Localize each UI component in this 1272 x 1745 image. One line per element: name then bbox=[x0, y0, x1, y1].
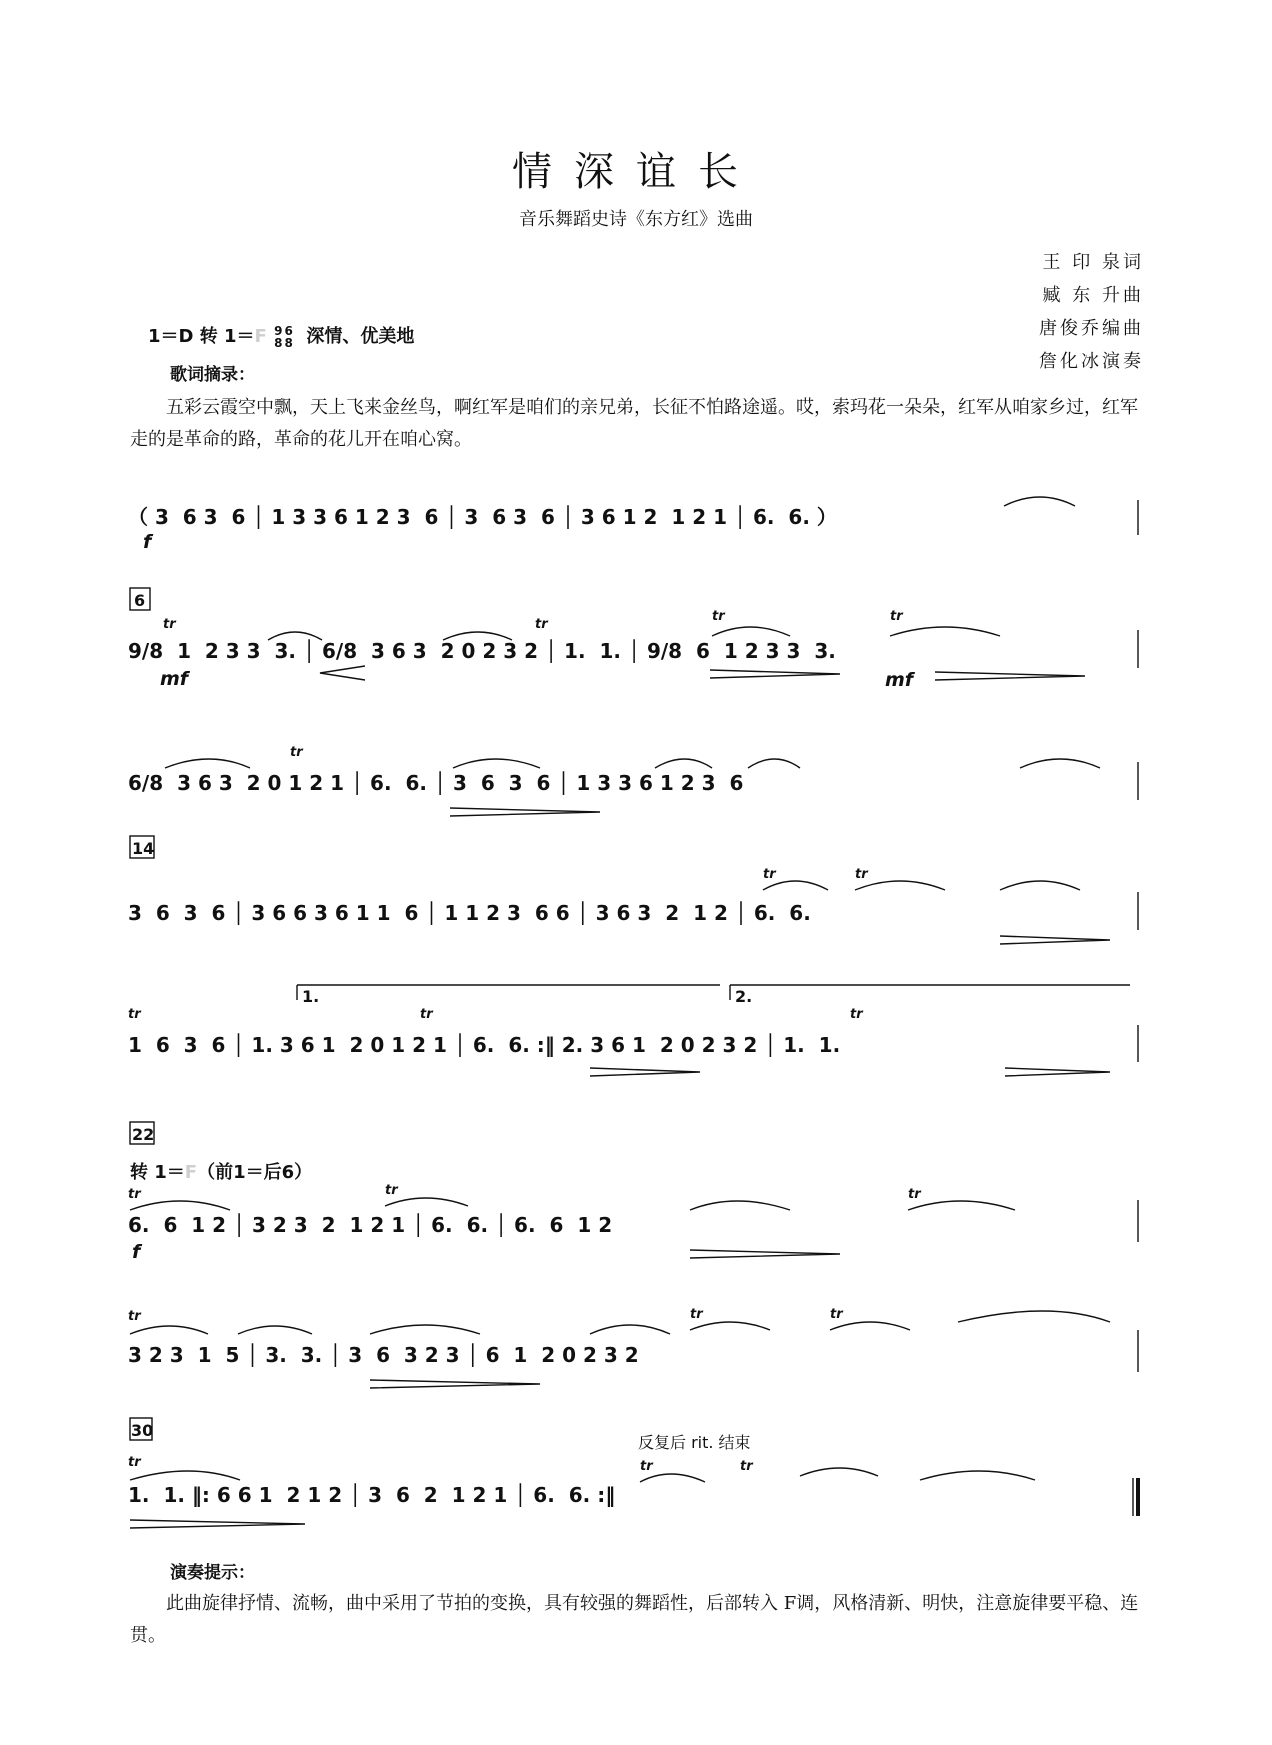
trill-mark: tr bbox=[763, 867, 776, 882]
lyrics-label: 歌词摘录： bbox=[170, 365, 255, 385]
score-row-5: 1 6 3 6 │ 1. 3 6 1 2 0 1 2 1 │ 6. 6. :‖ 2. 3 6 1 2 0 2 3 2 │ 1. 1. bbox=[128, 1033, 841, 1057]
score-row-7: 3 2 3 1 5 │ 3. 3. │ 3 6 3 2 3 │ 6 1 2 0 2 3 2 bbox=[128, 1343, 639, 1367]
score-row-8: 1. 1. ‖: 6 6 1 2 1 2 │ 3 6 2 1 2 1 │ 6. 6. :‖ bbox=[128, 1483, 616, 1507]
trill-mark: tr bbox=[163, 617, 176, 632]
trill-mark: tr bbox=[535, 617, 548, 632]
credit-arranger: 唐俊乔编曲 bbox=[1039, 318, 1144, 339]
trill-mark: tr bbox=[128, 1187, 141, 1202]
trill-mark: tr bbox=[128, 1455, 141, 1470]
credit-performer: 詹化冰演奏 bbox=[1039, 351, 1144, 372]
performance-hints-label: 演奏提示： bbox=[170, 1563, 255, 1583]
trill-mark: tr bbox=[420, 1007, 433, 1022]
measure-number-14: 14 bbox=[132, 839, 155, 858]
trill-mark: tr bbox=[640, 1459, 653, 1474]
trill-mark: tr bbox=[890, 609, 903, 624]
key-change: 转 1＝F（前1＝后6） bbox=[130, 1162, 313, 1183]
dynamic-f-1: f bbox=[143, 531, 152, 553]
subtitle: 音乐舞蹈史诗《东方红》选曲 bbox=[519, 209, 753, 230]
credit-lyricist: 王 印 泉词 bbox=[1042, 252, 1144, 273]
time-signature-a: 9 8 bbox=[274, 324, 283, 350]
trill-mark: tr bbox=[830, 1307, 843, 1322]
lyrics-text: 五彩云霞空中飘，天上飞来金丝鸟，啊红军是咱们的亲兄弟，长征不怕路途遥。哎，索玛花一朵朵，红军从咱家乡过，红军走的是革命的路，革命的花儿开在咱心窝。 bbox=[130, 397, 1138, 450]
trill-mark: tr bbox=[690, 1307, 703, 1322]
trill-mark: tr bbox=[385, 1183, 398, 1198]
expression-mark: 深情、优美地 bbox=[306, 326, 415, 347]
trill-mark: tr bbox=[855, 867, 868, 882]
score-row-2: 9/8 1 2 3 3 3. │ 6/8 3 6 3 2 0 2 3 2 │ 1. 1. │ 9/8 6 1 2 3 3 3. bbox=[128, 639, 836, 663]
repeat-note: 反复后 rit. 结束 bbox=[638, 1433, 751, 1452]
key-text: 1＝D 转 1＝ bbox=[148, 326, 255, 347]
credit-composer: 臧 东 升曲 bbox=[1042, 285, 1144, 306]
trill-mark: tr bbox=[740, 1459, 753, 1474]
trill-mark: tr bbox=[128, 1309, 141, 1324]
score-row-4: 3 6 3 6 │ 3 6 6 3 6 1 1 6 │ 1 1 2 3 6 6 │ 3 6 3 2 1 2 │ 6. 6. bbox=[128, 901, 811, 925]
trill-mark: tr bbox=[850, 1007, 863, 1022]
performance-hints-text: 此曲旋律抒情、流畅，曲中采用了节拍的变换，具有较强的舞蹈性，后部转入 F调，风格清新、明快，注意旋律要平稳、连贯。 bbox=[130, 1593, 1139, 1646]
dynamic-f-2: f bbox=[132, 1241, 141, 1263]
page-title: 情深谊长 bbox=[512, 149, 760, 195]
dynamic-mf-2: mf bbox=[885, 669, 914, 691]
dynamic-mf-1: mf bbox=[160, 668, 189, 690]
measure-number-22: 22 bbox=[132, 1125, 155, 1144]
measure-number-6: 6 bbox=[134, 591, 146, 610]
volta-2: 2. bbox=[735, 987, 753, 1006]
trill-mark: tr bbox=[712, 609, 725, 624]
measure-number-30: 30 bbox=[131, 1421, 154, 1440]
score-row-6: 6. 6 1 2 │ 3 2 3 2 1 2 1 │ 6. 6. │ 6. 6 1 2 bbox=[128, 1213, 613, 1237]
time-signature-b: 6 8 bbox=[284, 324, 293, 350]
trill-mark: tr bbox=[908, 1187, 921, 1202]
trill-mark: tr bbox=[128, 1007, 141, 1022]
volta-1: 1. bbox=[302, 987, 320, 1006]
trill-mark: tr bbox=[290, 745, 303, 760]
score-row-3: 6/8 3 6 3 2 0 1 2 1 │ 6. 6. │ 3 6 3 6 │ 1 3 3 6 1 2 3 6 bbox=[128, 771, 744, 795]
score-row-1: （ 3 6 3 6 │ 1 3 3 6 1 2 3 6 │ 3 6 3 6 │ 3 6 1 2 1 2 1 │ 6. 6. ） bbox=[128, 505, 837, 529]
key-faint: F bbox=[254, 326, 267, 347]
